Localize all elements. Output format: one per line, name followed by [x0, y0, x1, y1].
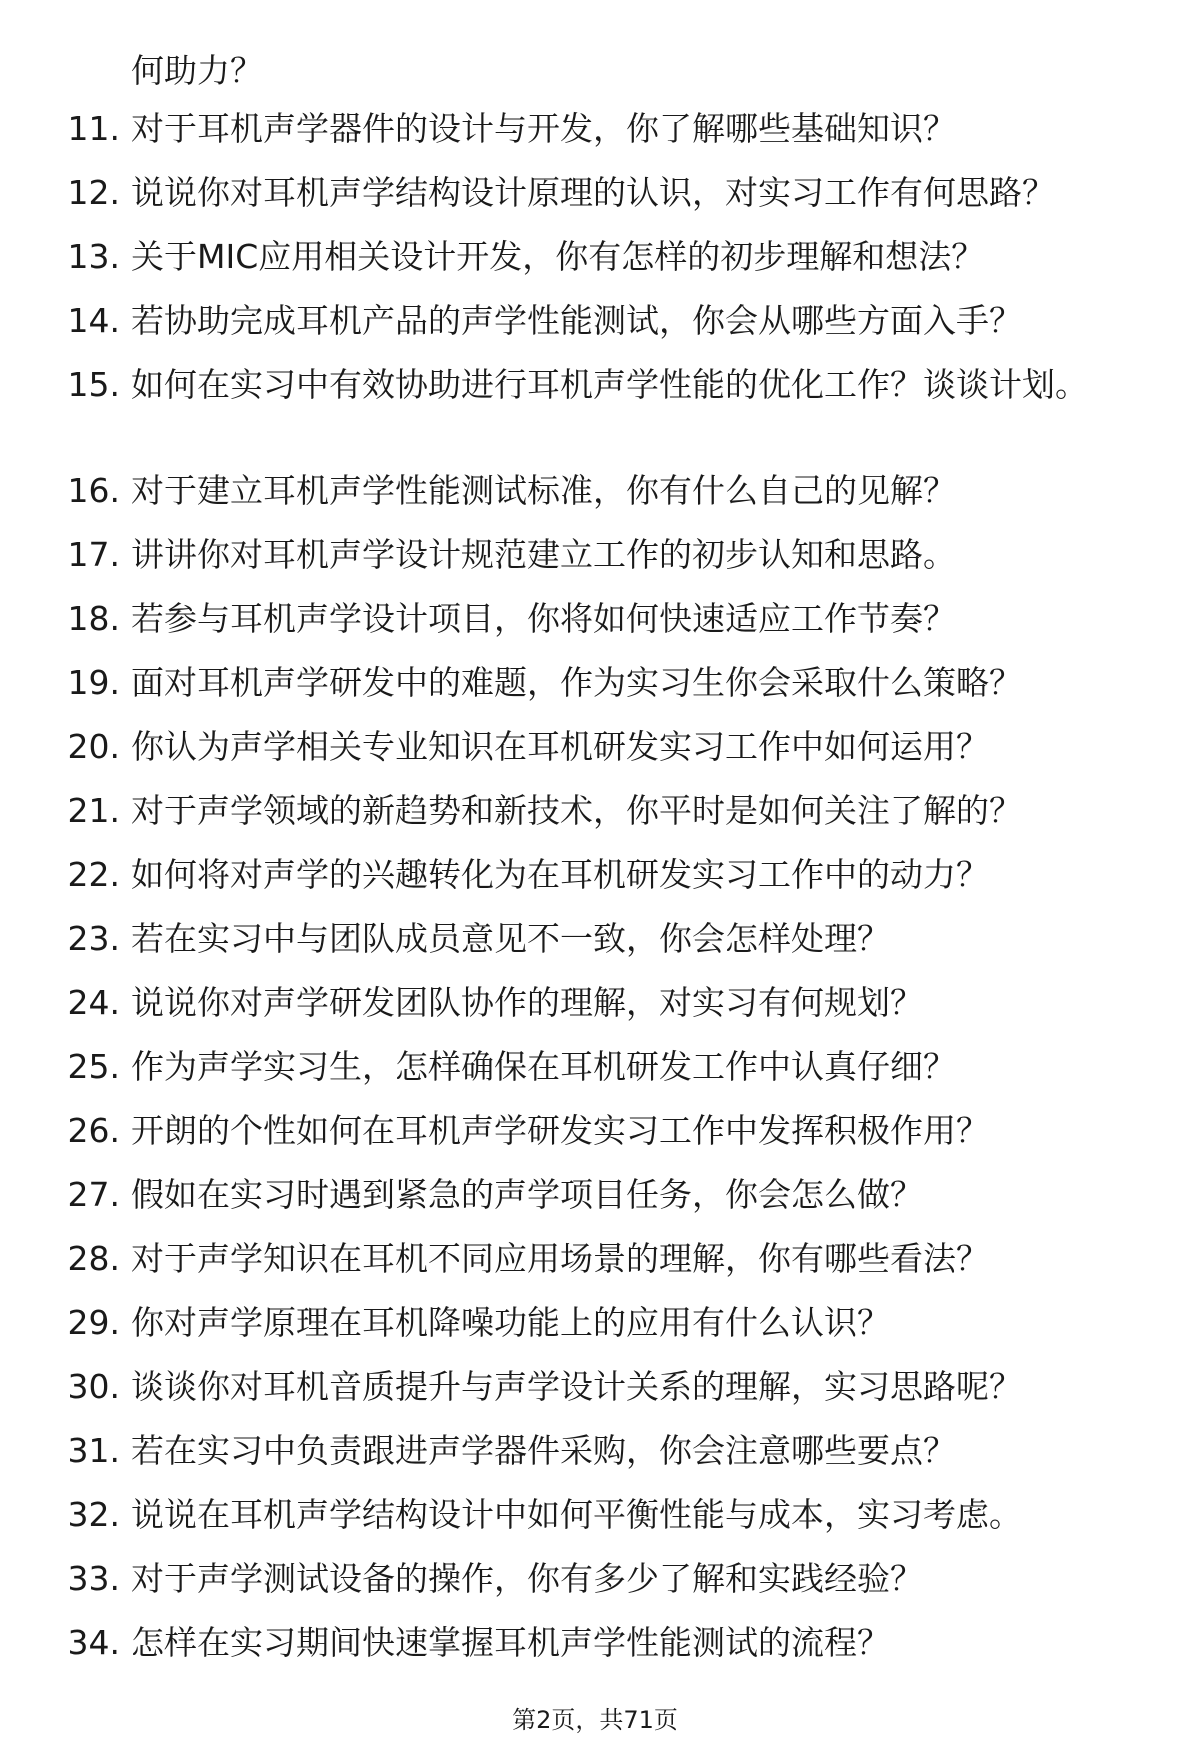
question-number: 13. [67, 237, 120, 276]
question-item [0, 790, 1190, 854]
question-item [0, 300, 1190, 364]
question-number: 20. [67, 727, 120, 766]
question-text: 若在实习中负责跟进声学器件采购，你会注意哪些要点？ [131, 1431, 956, 1470]
page-footer: 第2页，共71页 [512, 1706, 678, 1734]
question-number: 19. [67, 663, 120, 702]
question-number: 22. [67, 855, 120, 894]
question-number: 21. [67, 791, 120, 830]
question-list [0, 108, 1190, 1686]
question-item [0, 918, 1190, 982]
question-text: 对于耳机声学器件的设计与开发，你了解哪些基础知识？ [131, 109, 956, 148]
question-item [0, 726, 1190, 790]
question-number: 17. [67, 535, 120, 574]
question-text: 谈谈你对耳机音质提升与声学设计关系的理解，实习思路呢？ [131, 1367, 1022, 1406]
question-text: 假如在实习时遇到紧急的声学项目任务，你会怎么做？ [131, 1175, 923, 1214]
question-item [0, 1238, 1190, 1302]
question-text: 若参与耳机声学设计项目，你将如何快速适应工作节奏？ [131, 599, 956, 638]
question-number: 24. [67, 983, 120, 1022]
question-text: 关于MIC应用相关设计开发，你有怎样的初步理解和想法？ [131, 237, 985, 276]
question-item [0, 1366, 1190, 1430]
question-number: 31. [67, 1431, 120, 1470]
question-text: 对于声学测试设备的操作，你有多少了解和实践经验？ [131, 1559, 923, 1598]
question-item [0, 470, 1190, 534]
question-item [0, 1430, 1190, 1494]
question-item [0, 854, 1190, 918]
question-item [0, 1110, 1190, 1174]
question-text: 对于声学知识在耳机不同应用场景的理解，你有哪些看法？ [131, 1239, 989, 1278]
question-number: 27. [67, 1175, 120, 1214]
question-text: 若协助完成耳机产品的声学性能测试，你会从哪些方面入手？ [131, 301, 1022, 340]
question-item [0, 662, 1190, 726]
question-number: 33. [67, 1559, 120, 1598]
question-item [0, 364, 1190, 470]
question-number: 29. [67, 1303, 120, 1342]
question-number: 23. [67, 919, 120, 958]
question-text: 开朗的个性如何在耳机声学研发实习工作中发挥积极作用？ [131, 1111, 989, 1150]
question-text: 说说你对声学研发团队协作的理解，对实习有何规划？ [131, 983, 923, 1022]
question-item [0, 108, 1190, 172]
question-text: 若在实习中与团队成员意见不一致，你会怎样处理？ [131, 919, 890, 958]
question-number: 26. [67, 1111, 120, 1150]
question-number: 25. [67, 1047, 120, 1086]
question-text: 如何将对声学的兴趣转化为在耳机研发实习工作中的动力？ [131, 855, 989, 894]
question-number: 14. [67, 301, 120, 340]
question-text: 说说在耳机声学结构设计中如何平衡性能与成本，实习考虑。 [131, 1495, 1022, 1534]
question-text: 对于建立耳机声学性能测试标准，你有什么自己的见解？ [131, 471, 956, 510]
question-number: 28. [67, 1239, 120, 1278]
question-text: 怎样在实习期间快速掌握耳机声学性能测试的流程？ [131, 1623, 890, 1662]
question-text: 面对耳机声学研发中的难题，作为实习生你会采取什么策略？ [131, 663, 1022, 702]
question-item [0, 172, 1190, 236]
question-item [0, 1558, 1190, 1622]
question-number: 18. [67, 599, 120, 638]
question-text: 说说你对耳机声学结构设计原理的认识，对实习工作有何思路？ [131, 173, 1055, 212]
question-number: 15. [67, 365, 120, 404]
question-item [0, 534, 1190, 598]
question-item [0, 982, 1190, 1046]
question-text: 对于声学领域的新趋势和新技术，你平时是如何关注了解的？ [131, 791, 1022, 830]
question-text: 你认为声学相关专业知识在耳机研发实习工作中如何运用？ [131, 727, 989, 766]
question-text: 如何在实习中有效协助进行耳机声学性能的优化工作？谈谈计划。 [131, 365, 1088, 404]
question-number: 16. [67, 471, 120, 510]
question-number: 34. [67, 1623, 120, 1662]
question-item [0, 1622, 1190, 1686]
question-number: 12. [67, 173, 120, 212]
continuation-text: 何助力？ [131, 51, 263, 90]
question-item [0, 1494, 1190, 1558]
question-number: 11. [67, 109, 120, 148]
question-number: 32. [67, 1495, 120, 1534]
question-number: 30. [67, 1367, 120, 1406]
question-text: 讲讲你对耳机声学设计规范建立工作的初步认知和思路。 [131, 535, 956, 574]
question-item [0, 236, 1190, 300]
question-text: 你对声学原理在耳机降噪功能上的应用有什么认识？ [131, 1303, 890, 1342]
question-item [0, 1302, 1190, 1366]
question-item [0, 1174, 1190, 1238]
question-item [0, 598, 1190, 662]
question-text: 作为声学实习生，怎样确保在耳机研发工作中认真仔细？ [131, 1047, 956, 1086]
question-item [0, 1046, 1190, 1110]
